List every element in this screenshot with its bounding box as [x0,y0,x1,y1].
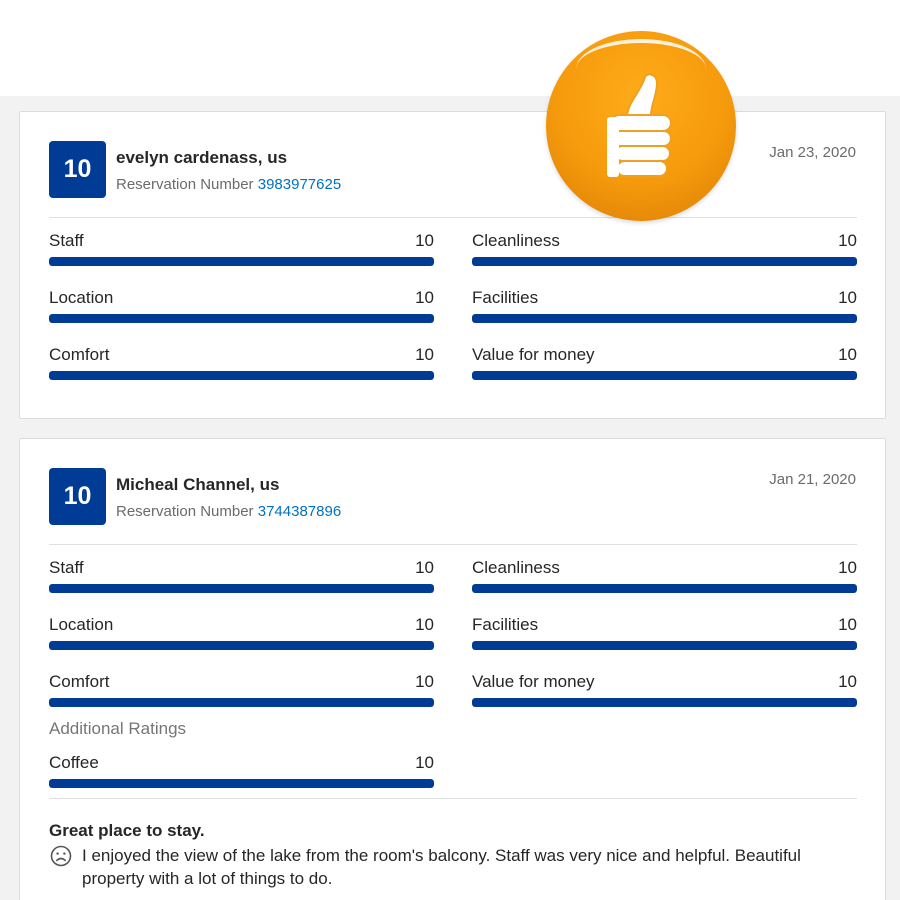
thumbs-up-badge [546,31,736,221]
review-date: Jan 21, 2020 [769,471,856,488]
review-text: I enjoyed the view of the lake from the room's balcony. Staff was very nice and helpful. Beautiful property with a lot of things to do. [82,846,801,888]
reservation-info [116,503,341,520]
rating-label: Facilities [472,288,539,307]
rating-value: 10 [415,345,434,364]
reviewer-name: Micheal Channel, us [116,475,280,494]
rating-bar-fill [49,698,434,707]
divider [49,544,857,545]
rating-bar [49,314,434,323]
rating-value: 10 [838,672,857,691]
rating-value-for-money [472,672,857,712]
rating-value: 10 [838,345,857,364]
rating-value: 10 [415,672,434,691]
rating-bar-fill [49,779,434,788]
rating-bar [49,698,434,707]
rating-bar [472,584,857,593]
rating-bar-fill [472,584,857,593]
thumbs-up-icon [601,71,681,183]
rating-bar-fill [49,641,434,650]
rating-value: 10 [415,753,434,772]
rating-bar-fill [472,314,857,323]
reservation-number-link[interactable]: 3983977625 [257,176,342,193]
rating-label: Comfort [49,345,110,364]
rating-staff [49,231,434,271]
rating-bar [49,641,434,650]
rating-bar [49,371,434,380]
rating-value: 10 [838,615,857,634]
rating-label: Location [49,288,114,307]
rating-bar-fill [472,698,857,707]
rating-label: Staff [49,558,84,577]
review-card [19,438,886,900]
rating-coffee [49,753,434,793]
rating-bar [49,257,434,266]
top-header-area [0,0,900,96]
rating-value: 10 [415,558,434,577]
rating-bar [472,641,857,650]
rating-comfort [49,672,434,712]
rating-label: Value for money [472,672,595,691]
rating-bar [472,698,857,707]
rating-value: 10 [415,231,434,250]
review-title: Great place to stay. [49,821,205,840]
rating-label: Staff [49,231,84,250]
rating-bar-fill [472,257,857,266]
rating-bar [472,371,857,380]
rating-bar [49,584,434,593]
review-card [19,111,886,419]
divider [49,217,857,218]
score-badge: 10 [49,468,106,525]
rating-value: 10 [838,558,857,577]
review-date: Jan 23, 2020 [769,144,856,161]
rating-bar-fill [472,371,857,380]
rating-cleanliness [472,231,857,271]
reviewer-name: evelyn cardenass, us [116,148,288,167]
reservation-label: Reservation Number [116,176,254,193]
rating-bar-fill [472,641,857,650]
rating-label: Cleanliness [472,558,560,577]
rating-value: 10 [415,615,434,634]
rating-value: 10 [838,288,857,307]
reservation-number-link[interactable]: 3744387896 [257,503,342,520]
rating-label: Facilities [472,615,539,634]
rating-facilities [472,615,857,655]
rating-label: Location [49,615,114,634]
rating-staff [49,558,434,598]
reservation-info [116,176,341,193]
rating-bar [49,779,434,788]
rating-location [49,288,434,328]
score-badge: 10 [49,141,106,198]
sad-face-icon [50,845,72,867]
rating-label: Cleanliness [472,231,560,250]
rating-bar-fill [49,371,434,380]
reservation-label: Reservation Number [116,503,254,520]
rating-cleanliness [472,558,857,598]
rating-bar [472,314,857,323]
divider [49,798,857,799]
rating-value: 10 [415,288,434,307]
rating-label: Comfort [49,672,110,691]
rating-label: Coffee [49,753,99,772]
rating-bar-fill [49,314,434,323]
rating-label: Value for money [472,345,595,364]
rating-comfort [49,345,434,385]
rating-value: 10 [838,231,857,250]
rating-bar-fill [49,257,434,266]
rating-bar [472,257,857,266]
rating-facilities [472,288,857,328]
rating-bar-fill [49,584,434,593]
rating-value-for-money [472,345,857,385]
rating-location [49,615,434,655]
additional-ratings-title: Additional Ratings [49,719,187,738]
